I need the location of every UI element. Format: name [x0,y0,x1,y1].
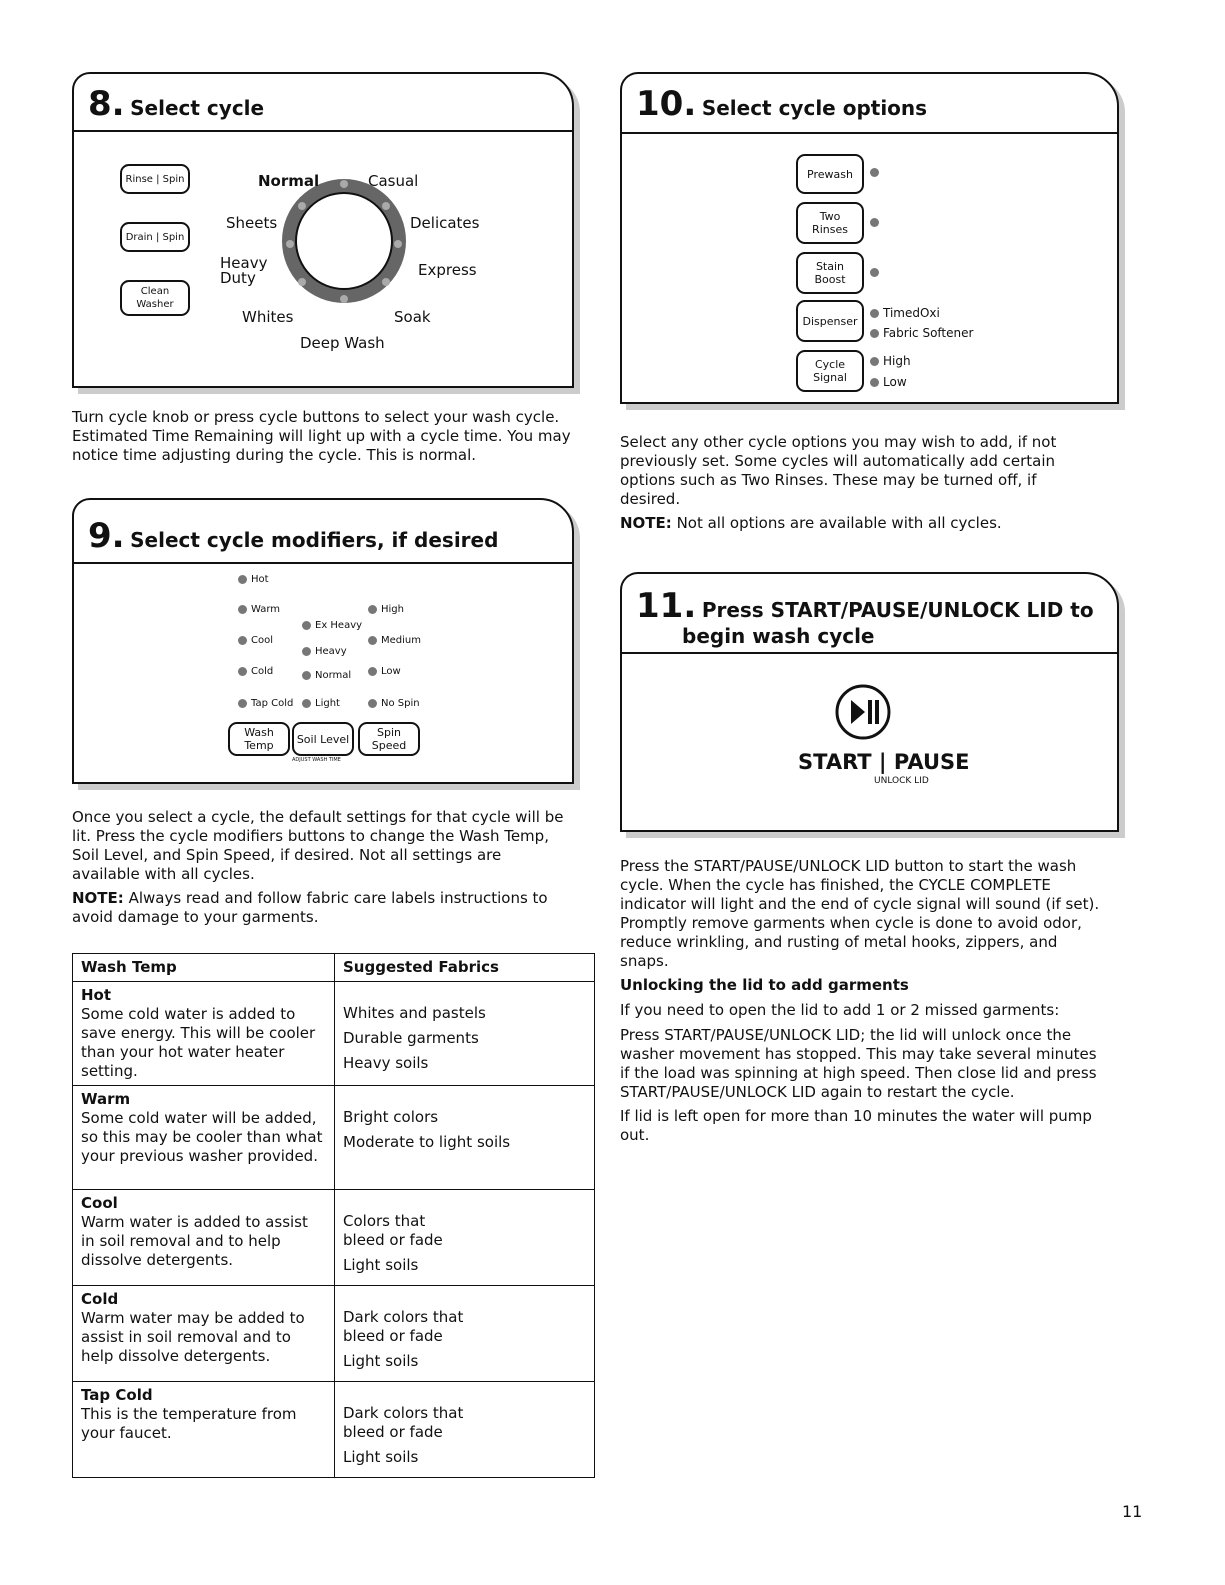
table-row [73,1286,595,1382]
start-pause-label: START | PAUSE [798,750,970,774]
prewash-button[interactable] [796,154,864,194]
cycle-signal-label: Cycle Signal [813,358,847,384]
adjust-wash-time-label: ADJUST WASH TIME [292,757,341,763]
spin-speed-label: Spin Speed [371,726,407,752]
step11-title-line2: begin wash cycle [682,624,875,648]
soil-light-label: Light [315,698,340,709]
table-row [73,1190,595,1286]
wash-temp-cell [73,982,335,1086]
rinse-spin-button[interactable] [120,164,190,194]
spin-speed-button[interactable] [358,722,420,756]
temp-cool-label: Cool [251,635,273,646]
prewash-label: Prewash [807,167,853,181]
row-desc: This is the temperature from your faucet. [81,1405,297,1442]
note-label: NOTE: [72,889,124,907]
indicator-dot [302,647,311,656]
step9-note [72,889,572,927]
stain-boost-button[interactable] [796,252,864,294]
indicator-dot [368,605,377,614]
cycle-normal: Normal [258,172,320,190]
header-wash-temp: Wash Temp [73,954,335,982]
cycle-soak: Soak [394,308,431,326]
cycle-sheets: Sheets [226,214,278,232]
signal-high [870,354,911,368]
temp-tap-cold [238,698,293,709]
wash-temp-button[interactable] [228,722,290,756]
row-title: Tap Cold [81,1386,153,1404]
temp-cold-label: Cold [251,666,274,677]
step10-header [622,74,1117,134]
header-suggested-fabrics: Suggested Fabrics [335,954,595,982]
option-fabric-softener [870,326,973,340]
fabrics-cell [335,1286,595,1382]
spin-low-label: Low [381,666,401,677]
wash-temp-table [72,953,595,1478]
row-title: Cold [81,1290,119,1308]
unlock-paragraph-2: Press START/PAUSE/UNLOCK LID; the lid will unlock once the washer movement has stopped. This may take several minutes if the load was spinning at high speed. Then close lid and press START/PAUSE/UNLOCK LID again to restart the cycle. [620,1026,1097,1101]
soil-ex-heavy-label: Ex Heavy [315,620,363,631]
step9-title [88,516,498,556]
temp-cool [238,635,273,646]
spin-no-spin [368,698,420,709]
clean-washer-button[interactable] [120,280,190,316]
note-label: NOTE: [620,514,672,532]
step9-number: 9. [88,516,125,556]
row-desc: Some cold water will be added, so this may be cooler than what your previous washer provided. [81,1109,323,1165]
dispenser-button[interactable] [796,300,864,342]
soil-level-label: Soil Level [296,732,350,746]
step8-title-text: Select cycle [130,96,265,120]
two-rinses-label: Two Rinses [812,210,848,236]
step8-header [74,74,572,132]
fabric-item: Whites and pastels [343,1004,486,1022]
fabric-item: Dark colors that bleed or fade [343,1308,464,1345]
row-title: Warm [81,1090,131,1108]
step8-title [88,84,264,124]
temp-hot-label: Hot [251,574,269,585]
soil-ex-heavy [302,620,362,631]
step11-number: 11. [636,586,697,626]
spin-low [368,666,401,677]
cycle-signal-button[interactable] [796,350,864,392]
cycle-deep-wash: Deep Wash [300,334,385,352]
play-pause-icon[interactable] [818,682,908,742]
signal-low-label: Low [883,375,907,389]
wash-temp-label: Wash Temp [244,726,274,752]
table-header-row [73,954,595,982]
row-desc: Some cold water is added to save energy. This will be cooler than your hot water heater setting. [81,1005,316,1080]
row-title: Hot [81,986,112,1004]
prewash-indicator [870,168,879,177]
indicator-dot [238,636,247,645]
step8-number: 8. [88,84,125,124]
row-title: Cool [81,1194,118,1212]
step8-text: Turn cycle knob or press cycle buttons to select your wash cycle. Estimated Time Remaining will light up with a cycle time. You may notice time adjusting during the cycle. This is normal. [72,408,571,464]
unlock-paragraph-1: If you need to open the lid to add 1 or 2 missed garments: [620,1001,1060,1019]
table-row [73,1382,595,1478]
note-text: Always read and follow fabric care labels instructions to avoid damage to your garments. [72,889,548,926]
step10-title-text: Select cycle options [701,96,928,120]
wash-temp-cell [73,1190,335,1286]
fabric-item: Light soils [343,1352,419,1370]
note-text: Not all options are available with all cycles. [671,514,1002,532]
step9-header [74,500,572,564]
unlock-paragraph-3: If lid is left open for more than 10 minutes the water will pump out. [620,1107,1092,1144]
wash-temp-cell [73,1382,335,1478]
soil-normal-label: Normal [315,670,352,681]
signal-low [870,375,907,389]
cycle-whites: Whites [242,308,294,326]
spin-no-spin-label: No Spin [381,698,420,709]
stain-boost-label: Stain Boost [814,260,846,286]
indicator-dot [870,309,879,318]
fabric-item: Durable garments [343,1029,479,1047]
rinse-spin-label: Rinse | Spin [125,173,185,185]
table-row [73,982,595,1086]
cycle-casual: Casual [368,172,419,190]
wash-temp-cell [73,1086,335,1190]
fabric-softener-label: Fabric Softener [883,326,974,340]
soil-level-button[interactable] [292,722,354,756]
dispenser-label: Dispenser [802,314,858,328]
cycle-heavy-duty: Heavy Duty [220,254,268,287]
drain-spin-label: Drain | Spin [125,231,185,243]
indicator-dot [368,667,377,676]
indicator-dot [238,667,247,676]
fabric-item: Heavy soils [343,1054,429,1072]
timedoxi-label: TimedOxi [883,306,940,320]
step9-title-text: Select cycle modifiers, if desired [130,528,499,552]
signal-high-label: High [883,354,911,368]
indicator-dot [238,699,247,708]
fabric-item: Light soils [343,1448,419,1466]
step9-panel [72,498,574,784]
spin-medium-label: Medium [381,635,421,646]
indicator-dot [302,671,311,680]
step10-panel [620,72,1119,404]
temp-warm-label: Warm [251,604,281,615]
fabrics-cell [335,982,595,1086]
step10-note [620,514,1100,533]
two-rinses-indicator [870,218,879,227]
page-number: 11 [1122,1502,1143,1521]
drain-spin-button[interactable] [120,222,190,252]
temp-cold [238,666,273,677]
step10-number: 10. [636,84,697,124]
step11-text: Press the START/PAUSE/UNLOCK LID button to start the wash cycle. When the cycle has finished, the CYCLE COMPLETE indicator will light and the end of cycle signal will sound (if set). Promptly remove garments when cycle is done to avoid odor, reduce wrinkling, and rusting of metal hooks, zippers, and snaps. [620,857,1100,970]
cycle-delicates: Delicates [410,214,480,232]
spin-high [368,604,404,615]
indicator-dot [238,575,247,584]
indicator-dot [302,621,311,630]
indicator-dot [368,699,377,708]
fabric-item: Colors that bleed or fade [343,1212,443,1249]
table-row [73,1086,595,1190]
indicator-dot [870,329,879,338]
indicator-dot [238,605,247,614]
fabric-item: Light soils [343,1256,419,1274]
step8-panel [72,72,574,388]
soil-normal [302,670,351,681]
soil-heavy [302,646,347,657]
clean-washer-label: Clean Washer [136,286,174,310]
fabrics-cell [335,1190,595,1286]
temp-tap-cold-label: Tap Cold [251,698,294,709]
indicator-dot [302,699,311,708]
fabric-item: Moderate to light soils [343,1133,511,1151]
temp-hot [238,574,269,585]
unlock-heading: Unlocking the lid to add garments [620,976,909,994]
wash-temp-cell [73,1286,335,1382]
fabric-item: Bright colors [343,1108,439,1126]
step11-title [636,586,1094,626]
row-desc: Warm water is added to assist in soil removal and to help dissolve detergents. [81,1213,308,1269]
step10-title [636,84,927,124]
step11-title-line1: Press START/PAUSE/UNLOCK LID to [701,598,1094,622]
soil-heavy-label: Heavy [315,646,347,657]
two-rinses-button[interactable] [796,202,864,244]
row-desc: Warm water may be added to assist in soil removal and to help dissolve detergents. [81,1309,305,1365]
spin-high-label: High [381,604,404,615]
stain-boost-indicator [870,268,879,277]
spin-medium [368,635,421,646]
step10-text: Select any other cycle options you may wish to add, if not previously set. Some cycles will automatically add certain options such as Two Rinses. These may be turned off, if desired. [620,433,1057,508]
step11-panel [620,572,1119,832]
step11-header [622,574,1117,654]
indicator-dot [870,378,879,387]
option-timedoxi [870,306,940,320]
cycle-express: Express [418,261,477,279]
indicator-dot [870,357,879,366]
indicator-dot [368,636,377,645]
step9-text: Once you select a cycle, the default settings for that cycle will be lit. Press the cycle modifiers buttons to change the Wash Temp, Soil Level, and Spin Speed, if desired. Not all settings are available with all cycles. [72,808,564,883]
unlock-lid-label: UNLOCK LID [874,776,929,786]
fabrics-cell [335,1382,595,1478]
fabric-item: Dark colors that bleed or fade [343,1404,464,1441]
temp-warm [238,604,280,615]
soil-light [302,698,340,709]
fabrics-cell [335,1086,595,1190]
